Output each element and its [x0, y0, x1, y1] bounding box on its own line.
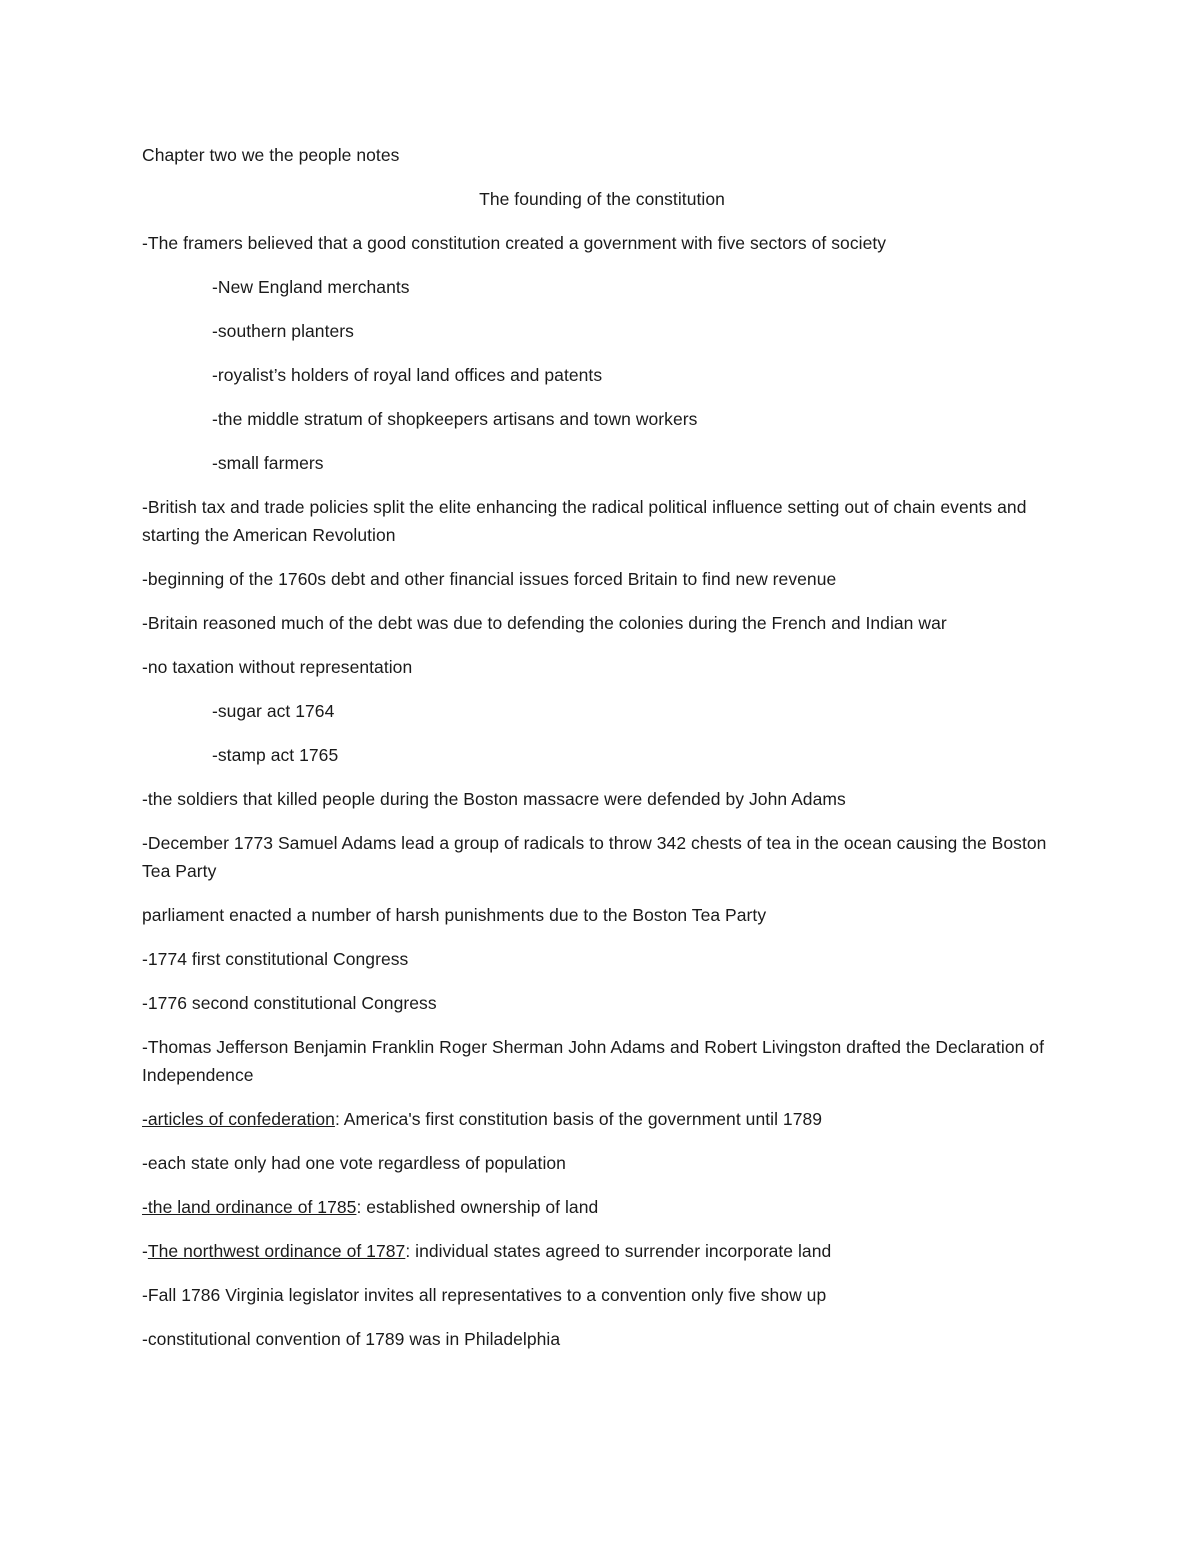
note-text: -small farmers [212, 453, 324, 473]
note-item [142, 653, 1062, 681]
note-subitem [142, 273, 1062, 301]
note-text: : America's first constitution basis of the government until 1789 [334, 1109, 823, 1129]
note-text: -New England merchants [212, 277, 410, 297]
document-subheading: The founding of the constitution [479, 189, 725, 209]
note-text: -beginning of the 1760s debt and other financial issues forced Britain to find new revenue [142, 569, 837, 589]
note-item [142, 1105, 1062, 1133]
note-text: -sugar act 1764 [212, 701, 335, 721]
note-item [142, 1325, 1062, 1353]
note-text: -no taxation without representation [142, 657, 413, 677]
note-text: -each state only had one vote regardless of population [142, 1153, 566, 1173]
note-subitem [142, 317, 1062, 345]
note-item [142, 493, 1062, 549]
note-item [142, 1281, 1062, 1309]
note-subitem [142, 449, 1062, 477]
note-item [142, 829, 1062, 885]
note-text: -Thomas Jefferson Benjamin Franklin Roger Sherman John Adams and Robert Livingston drafted the Declaration of Independence [142, 1037, 1044, 1085]
note-item [142, 901, 1062, 929]
note-item [142, 1193, 1062, 1221]
note-item [142, 1033, 1062, 1089]
note-text: parliament enacted a number of harsh punishments due to the Boston Tea Party [142, 905, 767, 925]
note-text: -the middle stratum of shopkeepers artisans and town workers [212, 409, 698, 429]
note-item [142, 229, 1062, 257]
document-body [142, 141, 1062, 1369]
note-text: -southern planters [212, 321, 354, 341]
note-text: -the soldiers that killed people during the Boston massacre were defended by John Adams [142, 789, 846, 809]
note-term: The northwest ordinance of 1787 [147, 1241, 406, 1261]
note-text: -December 1773 Samuel Adams lead a group of radicals to throw 342 chests of tea in the ocean causing the Boston Tea Party [142, 833, 1047, 881]
note-text: : individual states agreed to surrender incorporate land [405, 1241, 832, 1261]
note-text: -royalist’s holders of royal land offices and patents [212, 365, 603, 385]
note-text: -constitutional convention of 1789 was in Philadelphia [142, 1329, 561, 1349]
note-term: -the land ordinance of 1785 [142, 1197, 357, 1217]
note-prefix: - [142, 1241, 148, 1261]
note-text: -1776 second constitutional Congress [142, 993, 437, 1013]
notes-list [142, 229, 1062, 1353]
note-item [142, 609, 1062, 637]
note-term: -articles of confederation [142, 1109, 335, 1129]
note-text: -Britain reasoned much of the debt was due to defending the colonies during the French and Indian war [142, 613, 947, 633]
note-subitem [142, 741, 1062, 769]
note-item [142, 945, 1062, 973]
note-text: -1774 first constitutional Congress [142, 949, 409, 969]
note-text: -British tax and trade policies split the elite enhancing the radical political influence setting out of chain events and starting the American Revolution [142, 497, 1027, 545]
note-subitem [142, 405, 1062, 433]
note-item [142, 565, 1062, 593]
note-text: : established ownership of land [356, 1197, 599, 1217]
note-item [142, 785, 1062, 813]
note-item [142, 1149, 1062, 1177]
note-subitem [142, 697, 1062, 725]
note-item [142, 989, 1062, 1017]
note-item [142, 1237, 1062, 1265]
note-text: -The framers believed that a good constitution created a government with five sectors of society [142, 233, 887, 253]
document-heading: Chapter two we the people notes [142, 145, 400, 165]
note-text: -Fall 1786 Virginia legislator invites all representatives to a convention only five show up [142, 1285, 827, 1305]
note-text: -stamp act 1765 [212, 745, 339, 765]
note-subitem [142, 361, 1062, 389]
